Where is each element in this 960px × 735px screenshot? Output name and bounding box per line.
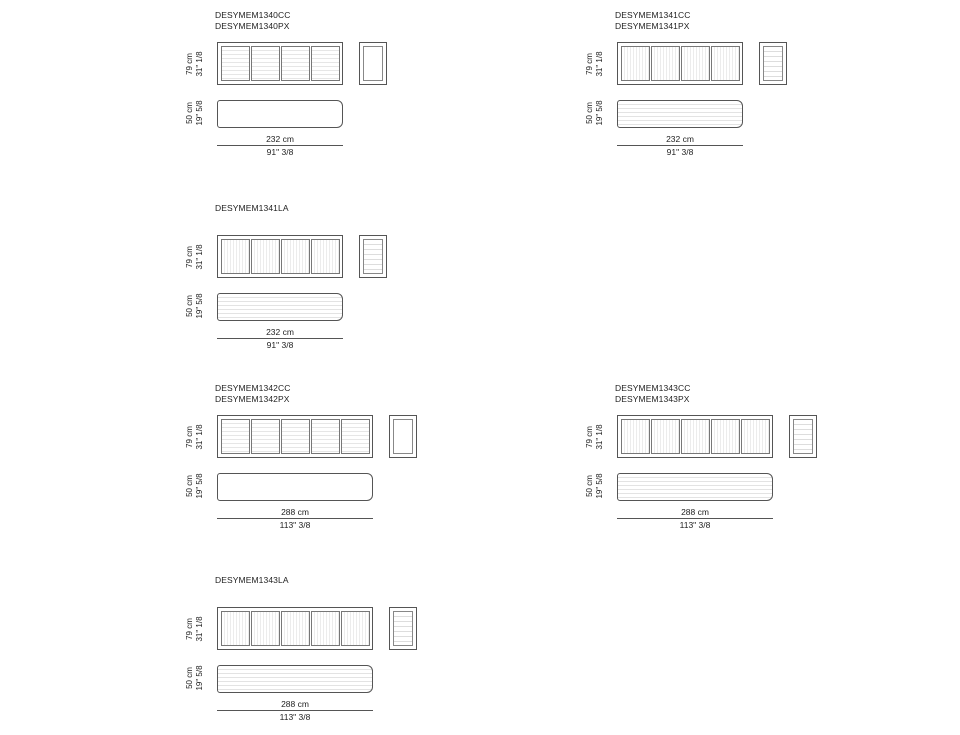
- door-panel: [281, 46, 310, 81]
- door-panel: [221, 46, 250, 81]
- front-elevation: [217, 607, 373, 650]
- product-code: DESYMEM1340CC: [215, 10, 291, 20]
- product-block: [185, 10, 435, 170]
- width-dimension-line: [217, 710, 373, 711]
- width-in-label: 113" 3/8: [679, 520, 711, 530]
- height-cm-label: 79 cm: [585, 426, 594, 448]
- door-panel: [741, 419, 770, 454]
- height-in-label: 31" 1/8: [595, 424, 604, 450]
- height-in-label: 31" 1/8: [595, 51, 604, 77]
- product-block: [585, 383, 835, 543]
- product-code: DESYMEM1341CC: [615, 10, 691, 20]
- door-panel: [681, 419, 710, 454]
- depth-in-label: 19" 5/8: [195, 665, 204, 691]
- door-panel: [251, 239, 280, 274]
- height-in-label: 31" 1/8: [195, 424, 204, 450]
- front-elevation: [217, 235, 343, 278]
- height-cm-label: 79 cm: [185, 426, 194, 448]
- door-panel: [341, 419, 370, 454]
- top-view: [617, 473, 773, 501]
- side-elevation: [389, 607, 417, 650]
- side-elevation: [789, 415, 817, 458]
- product-codes: [615, 10, 690, 32]
- height-in-label: 31" 1/8: [195, 51, 204, 77]
- width-cm-label: 232 cm: [266, 134, 294, 144]
- depth-in-label: 19" 5/8: [195, 473, 204, 499]
- door-panel: [281, 239, 310, 274]
- product-block: [185, 383, 435, 543]
- width-cm-label: 288 cm: [281, 507, 309, 517]
- product-codes: [615, 383, 690, 405]
- side-elevation: [359, 235, 387, 278]
- width-in-label: 113" 3/8: [279, 520, 311, 530]
- product-codes: [215, 383, 290, 405]
- door-panel: [281, 611, 310, 646]
- height-in-label: 31" 1/8: [195, 616, 204, 642]
- door-panel: [221, 419, 250, 454]
- depth-cm-label: 50 cm: [585, 102, 594, 124]
- product-code: DESYMEM1342CC: [215, 383, 291, 393]
- door-panel: [341, 611, 370, 646]
- door-panel: [251, 611, 280, 646]
- depth-in-label: 19" 5/8: [595, 473, 604, 499]
- width-cm-label: 288 cm: [681, 507, 709, 517]
- depth-cm-label: 50 cm: [185, 295, 194, 317]
- height-cm-label: 79 cm: [185, 618, 194, 640]
- door-panel: [621, 46, 650, 81]
- door-panel: [311, 611, 340, 646]
- door-panel: [281, 419, 310, 454]
- side-panel: [763, 46, 783, 81]
- product-code: DESYMEM1341PX: [615, 21, 690, 31]
- door-panel: [311, 239, 340, 274]
- depth-in-label: 19" 5/8: [195, 100, 204, 126]
- width-dimension-line: [217, 145, 343, 146]
- width-in-label: 91" 3/8: [666, 147, 694, 157]
- depth-cm-label: 50 cm: [585, 475, 594, 497]
- side-elevation: [759, 42, 787, 85]
- side-panel: [363, 239, 383, 274]
- width-in-label: 91" 3/8: [266, 147, 294, 157]
- width-in-label: 113" 3/8: [279, 712, 311, 722]
- door-panel: [711, 419, 740, 454]
- front-elevation: [617, 42, 743, 85]
- product-block: [185, 203, 435, 363]
- door-panel: [251, 46, 280, 81]
- width-cm-label: 232 cm: [666, 134, 694, 144]
- height-cm-label: 79 cm: [185, 53, 194, 75]
- side-panel: [793, 419, 813, 454]
- depth-in-label: 19" 5/8: [595, 100, 604, 126]
- door-panel: [221, 611, 250, 646]
- width-dimension-line: [617, 145, 743, 146]
- door-panel: [651, 419, 680, 454]
- product-block: [185, 575, 435, 735]
- door-panel: [221, 239, 250, 274]
- top-view: [617, 100, 743, 128]
- product-code: DESYMEM1341LA: [215, 203, 289, 213]
- width-cm-label: 288 cm: [281, 699, 309, 709]
- product-codes: [215, 575, 289, 586]
- width-dimension-line: [617, 518, 773, 519]
- door-panel: [311, 46, 340, 81]
- door-panel: [251, 419, 280, 454]
- side-elevation: [359, 42, 387, 85]
- depth-cm-label: 50 cm: [185, 667, 194, 689]
- front-elevation: [217, 415, 373, 458]
- product-code: DESYMEM1340PX: [215, 21, 290, 31]
- front-elevation: [617, 415, 773, 458]
- product-code: DESYMEM1342PX: [215, 394, 290, 404]
- product-codes: [215, 203, 289, 214]
- width-in-label: 91" 3/8: [266, 340, 294, 350]
- product-code: DESYMEM1343LA: [215, 575, 289, 585]
- side-panel: [393, 611, 413, 646]
- door-panel: [711, 46, 740, 81]
- side-panel: [363, 46, 383, 81]
- width-dimension-line: [217, 518, 373, 519]
- side-panel: [393, 419, 413, 454]
- door-panel: [681, 46, 710, 81]
- product-code: DESYMEM1343CC: [615, 383, 691, 393]
- product-block: [585, 10, 835, 170]
- front-elevation: [217, 42, 343, 85]
- height-in-label: 31" 1/8: [195, 244, 204, 270]
- side-elevation: [389, 415, 417, 458]
- product-code: DESYMEM1343PX: [615, 394, 690, 404]
- top-view: [217, 100, 343, 128]
- height-cm-label: 79 cm: [185, 246, 194, 268]
- door-panel: [621, 419, 650, 454]
- door-panel: [311, 419, 340, 454]
- width-cm-label: 232 cm: [266, 327, 294, 337]
- depth-cm-label: 50 cm: [185, 475, 194, 497]
- top-view: [217, 665, 373, 693]
- product-codes: [215, 10, 290, 32]
- door-panel: [651, 46, 680, 81]
- width-dimension-line: [217, 338, 343, 339]
- height-cm-label: 79 cm: [585, 53, 594, 75]
- depth-in-label: 19" 5/8: [195, 293, 204, 319]
- top-view: [217, 473, 373, 501]
- depth-cm-label: 50 cm: [185, 102, 194, 124]
- top-view: [217, 293, 343, 321]
